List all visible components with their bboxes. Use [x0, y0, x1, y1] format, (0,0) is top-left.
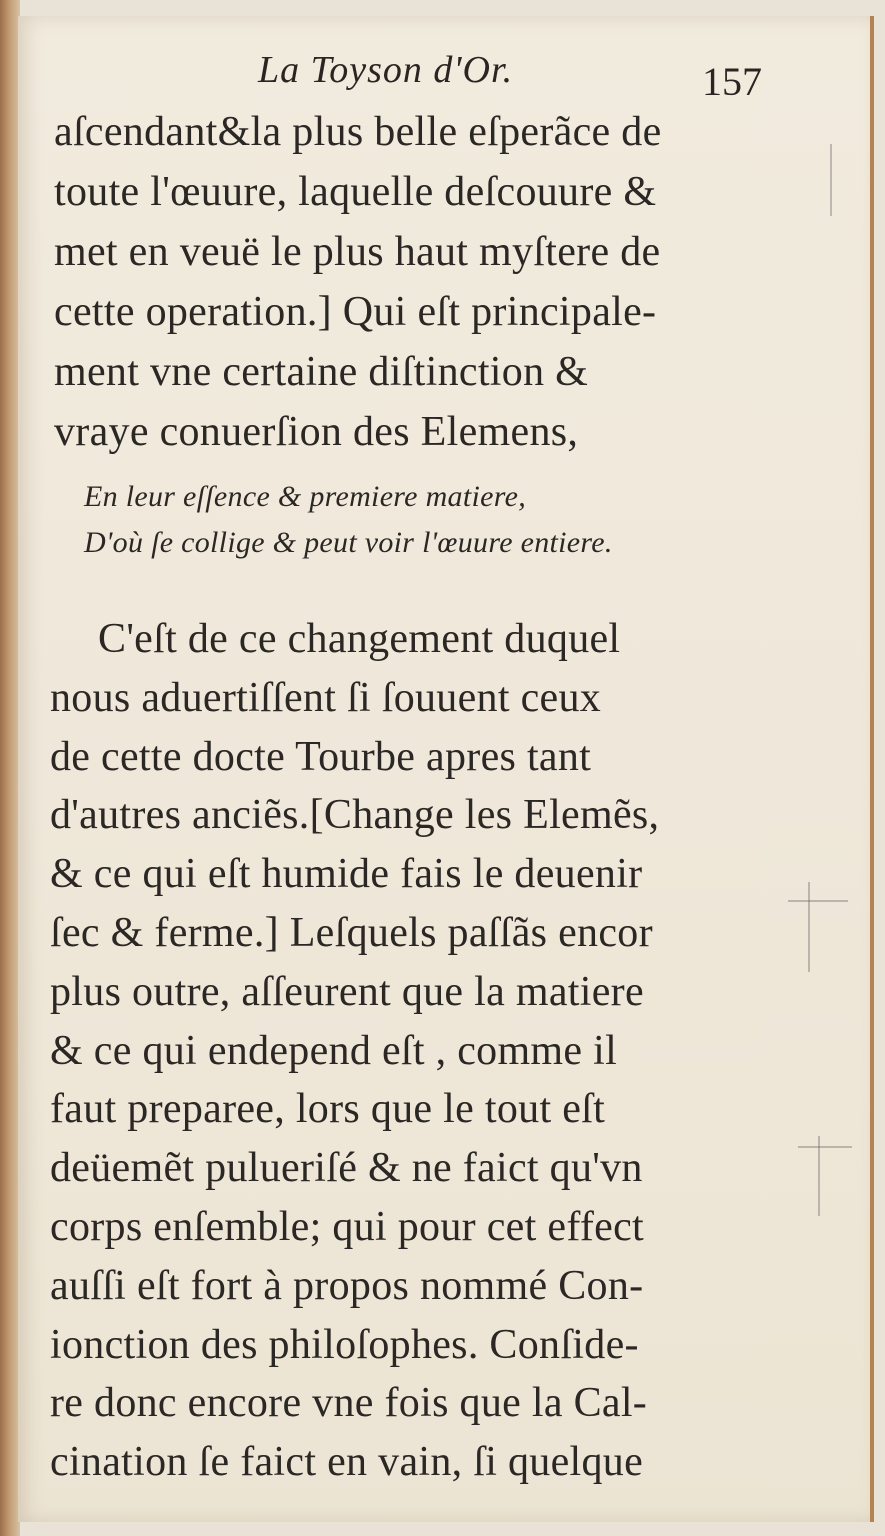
- paragraph-2: [50, 610, 780, 1492]
- pencil-mark: [788, 900, 848, 902]
- verse-line: D'où ſe collige & peut voir l'œuure entiere.: [84, 526, 613, 559]
- text-line: vraye conuerſion des Elemens,: [54, 409, 579, 455]
- pencil-mark: [808, 882, 810, 972]
- text-line: faut preparee, lors que le tout eſt: [50, 1086, 606, 1133]
- text-line: met en veuë le plus haut myſtere de: [54, 229, 661, 275]
- text-line: plus outre, aſſeurent que la matiere: [50, 968, 644, 1015]
- book-page: [18, 16, 874, 1522]
- pencil-mark: [830, 144, 832, 216]
- paragraph-1: [54, 102, 774, 462]
- book-binding-edge: [0, 0, 20, 1536]
- text-line: C'eſt de ce changement duquel: [98, 616, 621, 662]
- page-number: 157: [702, 59, 762, 104]
- text-line: cination ſe faict en vain, ſi quelque: [50, 1439, 644, 1486]
- text-line: ionction des philoſophes. Conſide-: [50, 1321, 639, 1368]
- text-line: re donc encore vne fois que la Cal-: [50, 1380, 648, 1427]
- text-line: ſec & ferme.] Leſquels paſſãs encor: [50, 909, 653, 956]
- text-line: ment vne certaine diſtinction &: [54, 349, 589, 395]
- text-line: auſſi eſt fort à propos nommé Con-: [50, 1262, 644, 1309]
- text-line: cette operation.] Qui eſt principale-: [54, 289, 657, 335]
- text-line: de cette docte Tourbe apres tant: [50, 733, 592, 780]
- verse-quotation: [84, 474, 784, 566]
- text-line: corps enſemble; qui pour cet effect: [50, 1203, 644, 1250]
- text-line: nous aduertiſſent ſi ſouuent ceux: [50, 674, 602, 721]
- pencil-mark: [818, 1136, 820, 1216]
- text-line: d'autres anciẽs.[Change les Elemẽs,: [50, 792, 660, 839]
- text-line: aſcendant&la plus belle eſperãce de: [54, 109, 662, 155]
- page-header: [18, 38, 870, 104]
- text-line: & ce qui endepend eſt , comme il: [50, 1027, 618, 1074]
- running-title: La Toyson d'Or.: [258, 49, 514, 91]
- verse-line: En leur eſſence & premiere matiere,: [84, 480, 527, 513]
- text-line: toute l'œuure, laquelle deſcouure &: [54, 169, 657, 215]
- text-line: & ce qui eſt humide fais le deuenir: [50, 851, 643, 898]
- pencil-mark: [798, 1146, 852, 1148]
- text-line: deüemẽt pulueriſé & ne faict qu'vn: [50, 1145, 643, 1192]
